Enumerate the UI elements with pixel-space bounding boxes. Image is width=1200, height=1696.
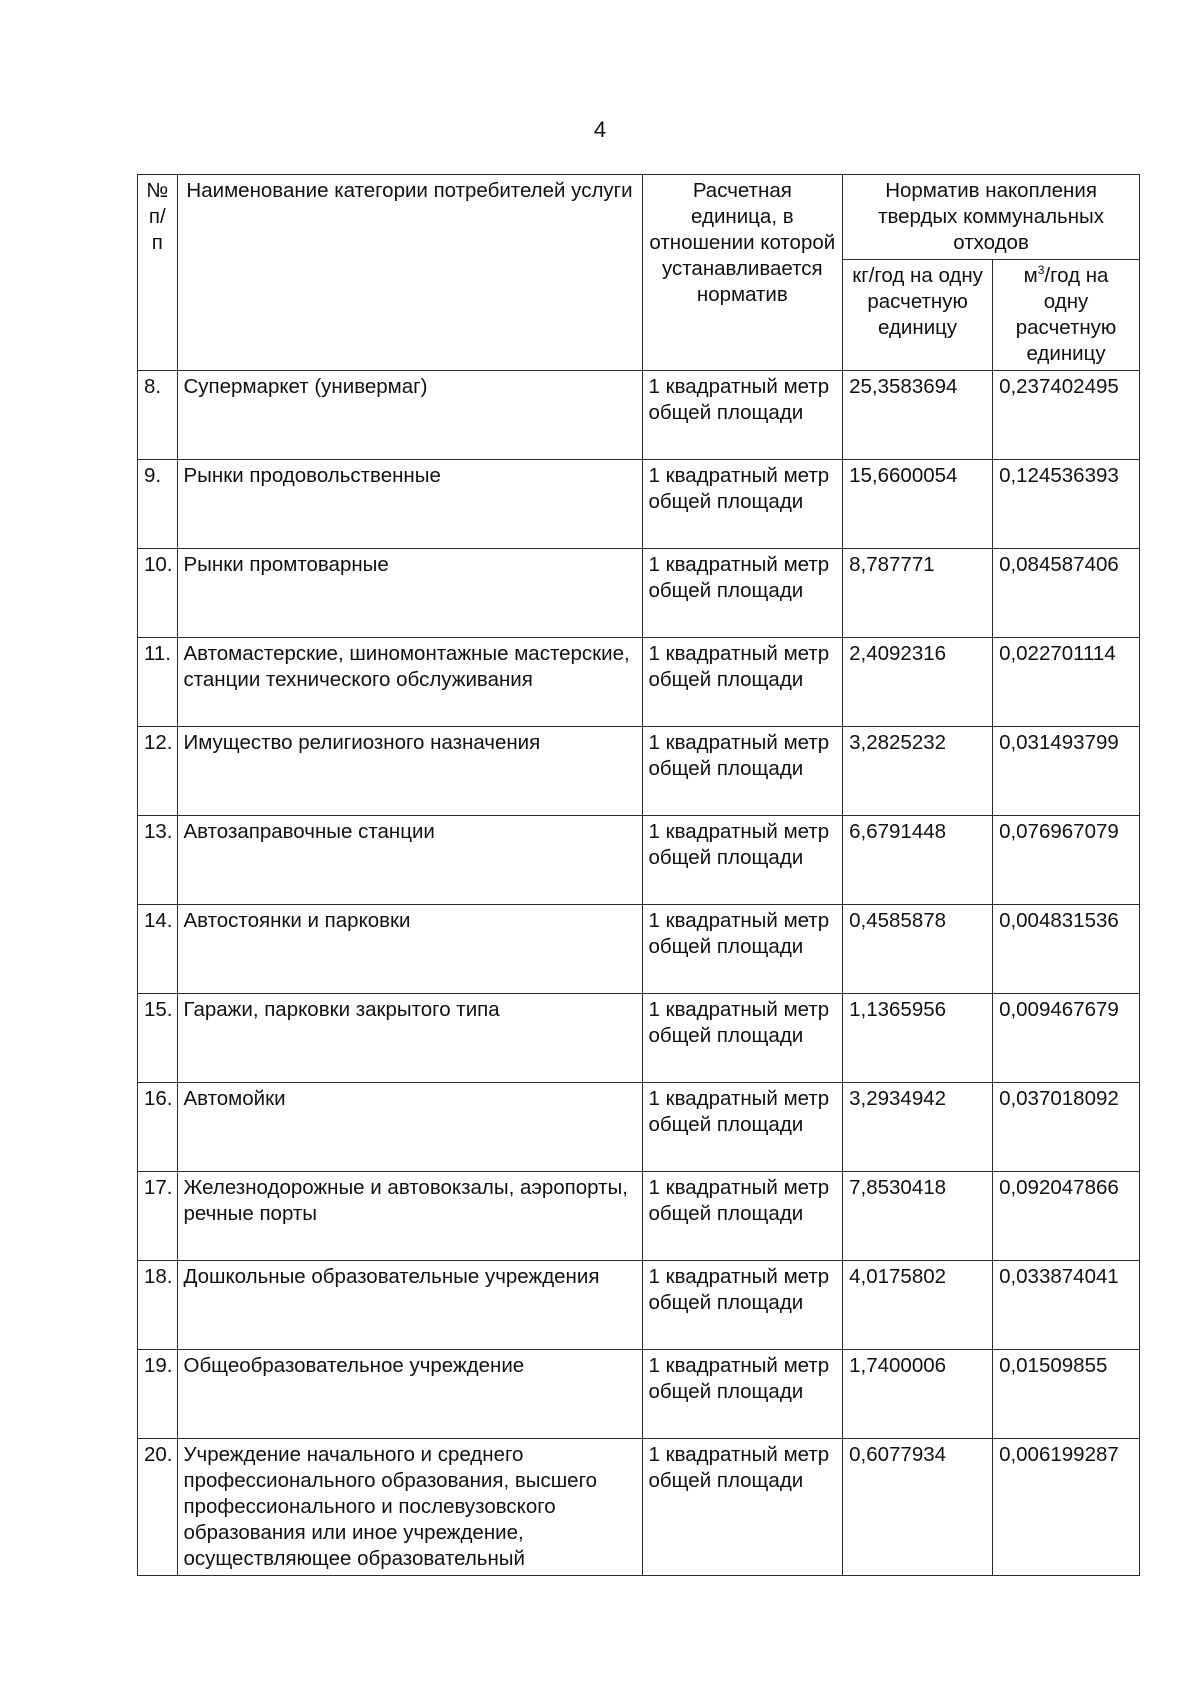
row-unit: 1 квадратный метр общей площади	[642, 727, 843, 816]
row-unit: 1 квадратный метр общей площади	[642, 1439, 843, 1576]
header-m3-prefix: м	[1023, 264, 1038, 287]
row-m3: 0,033874041	[993, 1261, 1140, 1350]
row-m3: 0,01509855	[993, 1350, 1140, 1439]
row-unit: 1 квадратный метр общей площади	[642, 816, 843, 905]
row-unit: 1 квадратный метр общей площади	[642, 1172, 843, 1261]
table-row	[138, 1350, 1140, 1439]
row-name: Автозаправочные станции	[177, 816, 642, 905]
row-m3: 0,124536393	[993, 460, 1140, 549]
row-num: 11.	[138, 638, 178, 727]
header-m3-rest: /год на одну расчетную единицу	[1015, 264, 1117, 365]
row-m3: 0,092047866	[993, 1172, 1140, 1261]
row-name: Супермаркет (универмаг)	[177, 371, 642, 460]
row-name: Общеобразовательное учреждение	[177, 1350, 642, 1439]
row-unit: 1 квадратный метр общей площади	[642, 549, 843, 638]
row-m3: 0,037018092	[993, 1083, 1140, 1172]
row-name: Автостоянки и парковки	[177, 905, 642, 994]
row-m3: 0,084587406	[993, 549, 1140, 638]
row-unit: 1 квадратный метр общей площади	[642, 371, 843, 460]
row-kg: 2,4092316	[843, 638, 993, 727]
row-kg: 1,1365956	[843, 994, 993, 1083]
row-m3: 0,006199287	[993, 1439, 1140, 1576]
table-row	[138, 727, 1140, 816]
row-unit: 1 квадратный метр общей площади	[642, 638, 843, 727]
row-num: 18.	[138, 1261, 178, 1350]
header-name: Наименование категории потребителей услуги	[177, 175, 642, 371]
row-num: 10.	[138, 549, 178, 638]
row-num: 16.	[138, 1083, 178, 1172]
row-kg: 3,2934942	[843, 1083, 993, 1172]
row-kg: 0,4585878	[843, 905, 993, 994]
header-unit: Расчетная единица, в отношении которой устанавливается норматив	[642, 175, 843, 371]
table-row	[138, 816, 1140, 905]
row-name: Гаражи, парковки закрытого типа	[177, 994, 642, 1083]
row-m3: 0,022701114	[993, 638, 1140, 727]
row-unit: 1 квадратный метр общей площади	[642, 905, 843, 994]
header-kg: кг/год на одну расчетную единицу	[843, 260, 993, 371]
row-kg: 3,2825232	[843, 727, 993, 816]
table-row	[138, 994, 1140, 1083]
row-m3: 0,076967079	[993, 816, 1140, 905]
row-unit: 1 квадратный метр общей площади	[642, 460, 843, 549]
row-num: 19.	[138, 1350, 178, 1439]
row-kg: 6,6791448	[843, 816, 993, 905]
row-unit: 1 квадратный метр общей площади	[642, 1261, 843, 1350]
table-row	[138, 1439, 1140, 1576]
table-row	[138, 371, 1140, 460]
row-name: Имущество религиозного назначения	[177, 727, 642, 816]
table-row	[138, 905, 1140, 994]
table-row	[138, 1083, 1140, 1172]
row-name: Железнодорожные и автовокзалы, аэропорты, речные порты	[177, 1172, 642, 1261]
row-num: 20.	[138, 1439, 178, 1576]
row-kg: 8,787771	[843, 549, 993, 638]
row-kg: 1,7400006	[843, 1350, 993, 1439]
table-row	[138, 1261, 1140, 1350]
row-num: 17.	[138, 1172, 178, 1261]
row-name: Автомойки	[177, 1083, 642, 1172]
row-kg: 0,6077934	[843, 1439, 993, 1576]
row-kg: 7,8530418	[843, 1172, 993, 1261]
row-m3: 0,237402495	[993, 371, 1140, 460]
row-kg: 15,6600054	[843, 460, 993, 549]
header-m3	[993, 260, 1140, 371]
row-kg: 25,3583694	[843, 371, 993, 460]
header-m3-sup: 3	[1037, 263, 1045, 278]
row-name: Рынки продовольственные	[177, 460, 642, 549]
table-row	[138, 1172, 1140, 1261]
row-m3: 0,031493799	[993, 727, 1140, 816]
row-unit: 1 квадратный метр общей площади	[642, 1350, 843, 1439]
row-num: 15.	[138, 994, 178, 1083]
row-unit: 1 квадратный метр общей площади	[642, 994, 843, 1083]
table-row	[138, 638, 1140, 727]
row-num: 12.	[138, 727, 178, 816]
row-name: Автомастерские, шиномонтажные мастерские, станции технического обслуживания	[177, 638, 642, 727]
row-kg: 4,0175802	[843, 1261, 993, 1350]
row-name: Дошкольные образовательные учреждения	[177, 1261, 642, 1350]
row-num: 14.	[138, 905, 178, 994]
row-m3: 0,009467679	[993, 994, 1140, 1083]
row-name: Учреждение начального и среднего профессионального образования, высшего профессионального и послевузовского образования или иное учреждение, осуществляющее образовательный	[177, 1439, 642, 1576]
row-num: 9.	[138, 460, 178, 549]
page-number: 4	[593, 117, 607, 142]
row-name: Рынки промтоварные	[177, 549, 642, 638]
row-m3: 0,004831536	[993, 905, 1140, 994]
row-num: 8.	[138, 371, 178, 460]
table-row	[138, 549, 1140, 638]
row-unit: 1 квадратный метр общей площади	[642, 1083, 843, 1172]
row-num: 13.	[138, 816, 178, 905]
table-row	[138, 460, 1140, 549]
norms-table	[137, 174, 1140, 1576]
header-norm-group: Норматив накопления твердых коммунальных отходов	[843, 175, 1140, 260]
header-num: № п/п	[138, 175, 178, 371]
header-row	[138, 175, 1140, 260]
